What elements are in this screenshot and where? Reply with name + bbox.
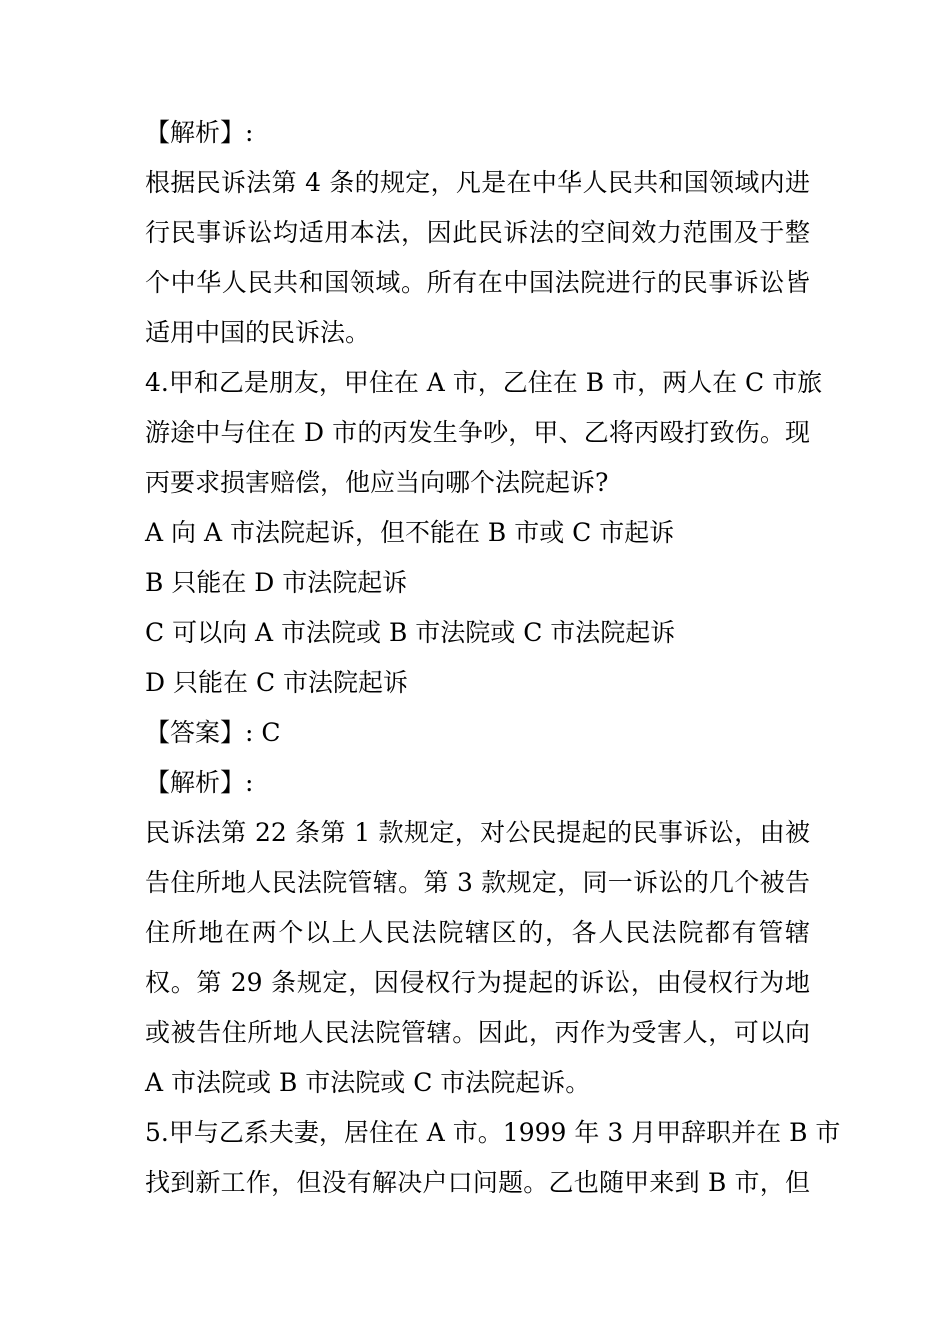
- document-body: [145, 108, 841, 1208]
- question-line: 丙要求损害赔偿，他应当向哪个法院起诉?: [145, 468, 609, 497]
- analysis-heading: 【解析】:: [145, 768, 254, 797]
- paragraph-line: A 市法院或 B 市法院或 C 市法院起诉。: [145, 1068, 591, 1097]
- question-line: 找到新工作，但没有解决户口问题。乙也随甲来到 B 市，但: [145, 1168, 810, 1197]
- option-b: B 只能在 D 市法院起诉: [145, 568, 408, 597]
- paragraph-line: 根据民诉法第 4 条的规定，凡是在中华人民共和国领域内进: [145, 168, 810, 197]
- paragraph-line: 民诉法第 22 条第 1 款规定，对公民提起的民事诉讼，由被: [145, 818, 810, 847]
- paragraph-line: 告住所地人民法院管辖。第 3 款规定，同一诉讼的几个被告: [145, 868, 810, 897]
- question-line: 游途中与住在 D 市的丙发生争吵，甲、乙将丙殴打致伤。现: [145, 418, 810, 447]
- option-d: D 只能在 C 市法院起诉: [145, 668, 409, 697]
- answer-line: 【答案】: C: [145, 718, 281, 747]
- question-line: 5.甲与乙系夫妻，居住在 A 市。1999 年 3 月甲辞职并在 B 市: [145, 1118, 841, 1147]
- paragraph-line: 权。第 29 条规定，因侵权行为提起的诉讼，由侵权行为地: [145, 968, 810, 997]
- analysis-heading: 【解析】:: [145, 118, 254, 147]
- option-a: A 向 A 市法院起诉，但不能在 B 市或 C 市起诉: [145, 518, 675, 547]
- paragraph-line: 适用中国的民诉法。: [145, 318, 371, 347]
- question-line: 4.甲和乙是朋友，甲住在 A 市，乙住在 B 市，两人在 C 市旅: [145, 368, 823, 397]
- option-c: C 可以向 A 市法院或 B 市法院或 C 市法院起诉: [145, 618, 676, 647]
- paragraph-line: 行民事诉讼均适用本法，因此民诉法的空间效力范围及于整: [145, 218, 810, 247]
- paragraph-line: 个中华人民共和国领域。所有在中国法院进行的民事诉讼皆: [145, 268, 810, 297]
- paragraph-line: 住所地在两个以上人民法院辖区的，各人民法院都有管辖: [145, 918, 810, 947]
- paragraph-line: 或被告住所地人民法院管辖。因此，丙作为受害人，可以向: [145, 1018, 810, 1047]
